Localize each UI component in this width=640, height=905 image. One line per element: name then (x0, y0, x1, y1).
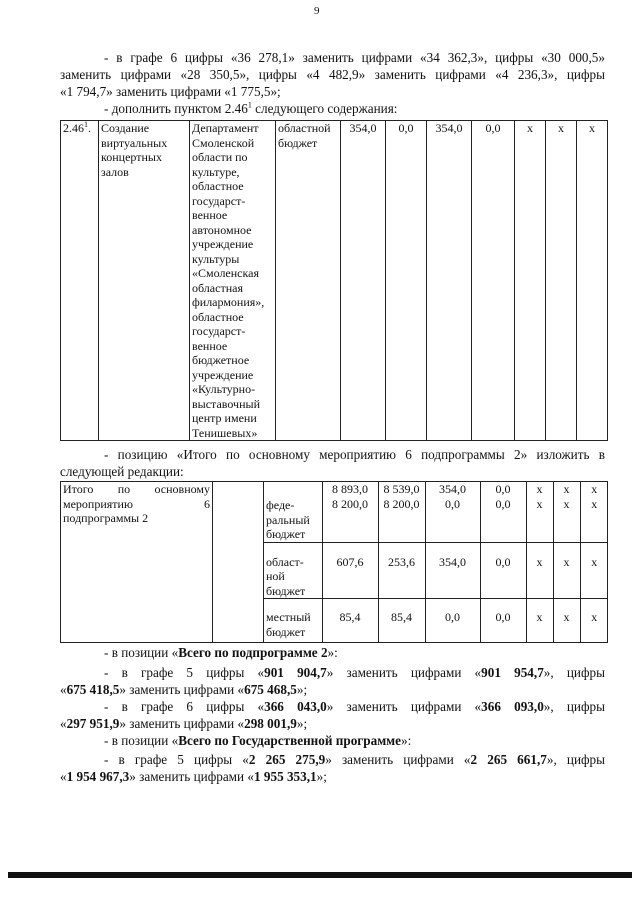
paragraph-line: «675 418,5» заменить цифрами «675 468,5»; (60, 682, 308, 697)
paragraph-line: заменить цифрами «28 350,5», цифры «4 482,9» заменить цифрами «4 236,3», цифры (60, 67, 605, 82)
page-number: 9 (314, 5, 320, 17)
table-cell-empty (213, 482, 264, 643)
table-row-regional: област-ной бюджет 607,6 253,6 354,0 0,0 x x x (264, 542, 608, 599)
bottom-rule (8, 872, 632, 878)
table-cell-source: феде-ральный бюджет (264, 482, 322, 542)
table-cell-value: 0,0 (386, 121, 427, 441)
table-cell-x: x (515, 121, 546, 441)
paragraph-graph6 (60, 49, 605, 66)
table-row-local: местный бюджет 85,4 85,4 0,0 0,0 x x x (264, 599, 608, 642)
table-total-6 (60, 481, 608, 643)
paragraph-line: «1 794,7» заменить цифрами «1 775,5»; (60, 84, 281, 99)
table-cell-source: област-ной бюджет (264, 542, 322, 599)
table-row-federal: феде-ральный бюджет 8 893,0 8 200,0 8 539,0 8 200,0 354,0 0,0 0,0 0,0 x x x x x x (264, 482, 608, 542)
table-cell-x: x (577, 121, 608, 441)
table-cell-value: 354,0 (341, 121, 386, 441)
table-cell-value: 0,0 (472, 121, 515, 441)
table-cell-executor: Департамент Смоленской области по культуре, областное государст-венное автономное учреждение культуры «Смоленская областная филармония», областное государст-венное бюджетное учреждение «Культурно-выставочный центр имени Тенишевых» (190, 121, 276, 441)
paragraph-line: - в графе 6 цифры «36 278,1» заменить цифрами «34 362,3», цифры «30 000,5» (104, 50, 605, 65)
paragraph-subprogram-total: - в позиции «Всего по подпрограмме 2»: (104, 645, 338, 660)
table-item-2-46-1 (60, 120, 608, 441)
paragraph-add-item: - дополнить пунктом 2.46$^1$ следующего содержания: (104, 100, 398, 116)
paragraph-line: «1 954 967,3» заменить цифрами «1 955 353,1»; (60, 769, 327, 784)
table-cell-number: 2.46$^1$. (61, 121, 99, 441)
table-cell-name: Создание виртуальных концертных залов (99, 121, 190, 441)
table-cell-total-name: Итого по основному мероприятию 6 подпрограммы 2 (61, 482, 213, 643)
paragraph-program-total: - в позиции «Всего по Государственной программе»: (104, 733, 412, 748)
paragraph-line: «297 951,9» заменить цифрами «298 001,9»; (60, 716, 308, 731)
paragraph-graph5-sub: - в графе 5 цифры «901 904,7» заменить цифрами «901 954,7», цифры (104, 665, 605, 680)
paragraph-line: следующей редакции: (60, 464, 184, 479)
table-total-rows (264, 482, 608, 642)
paragraph-total-position: - позицию «Итого по основному мероприятию 6 подпрограммы 2» изложить в (104, 447, 605, 462)
paragraph-graph5-program: - в графе 5 цифры «2 265 275,9» заменить цифрами «2 265 661,7», цифры (104, 752, 606, 767)
table-subgrid (264, 482, 608, 643)
table-cell-x: x (546, 121, 577, 441)
superscript: 1 (247, 100, 252, 110)
table-cell-source: местный бюджет (264, 599, 322, 642)
table-cell-source: областной бюджет (276, 121, 341, 441)
table-cell-value: 354,0 (427, 121, 472, 441)
paragraph-graph6-sub: - в графе 6 цифры «366 043,0» заменить цифрами «366 093,0», цифры (104, 699, 605, 714)
